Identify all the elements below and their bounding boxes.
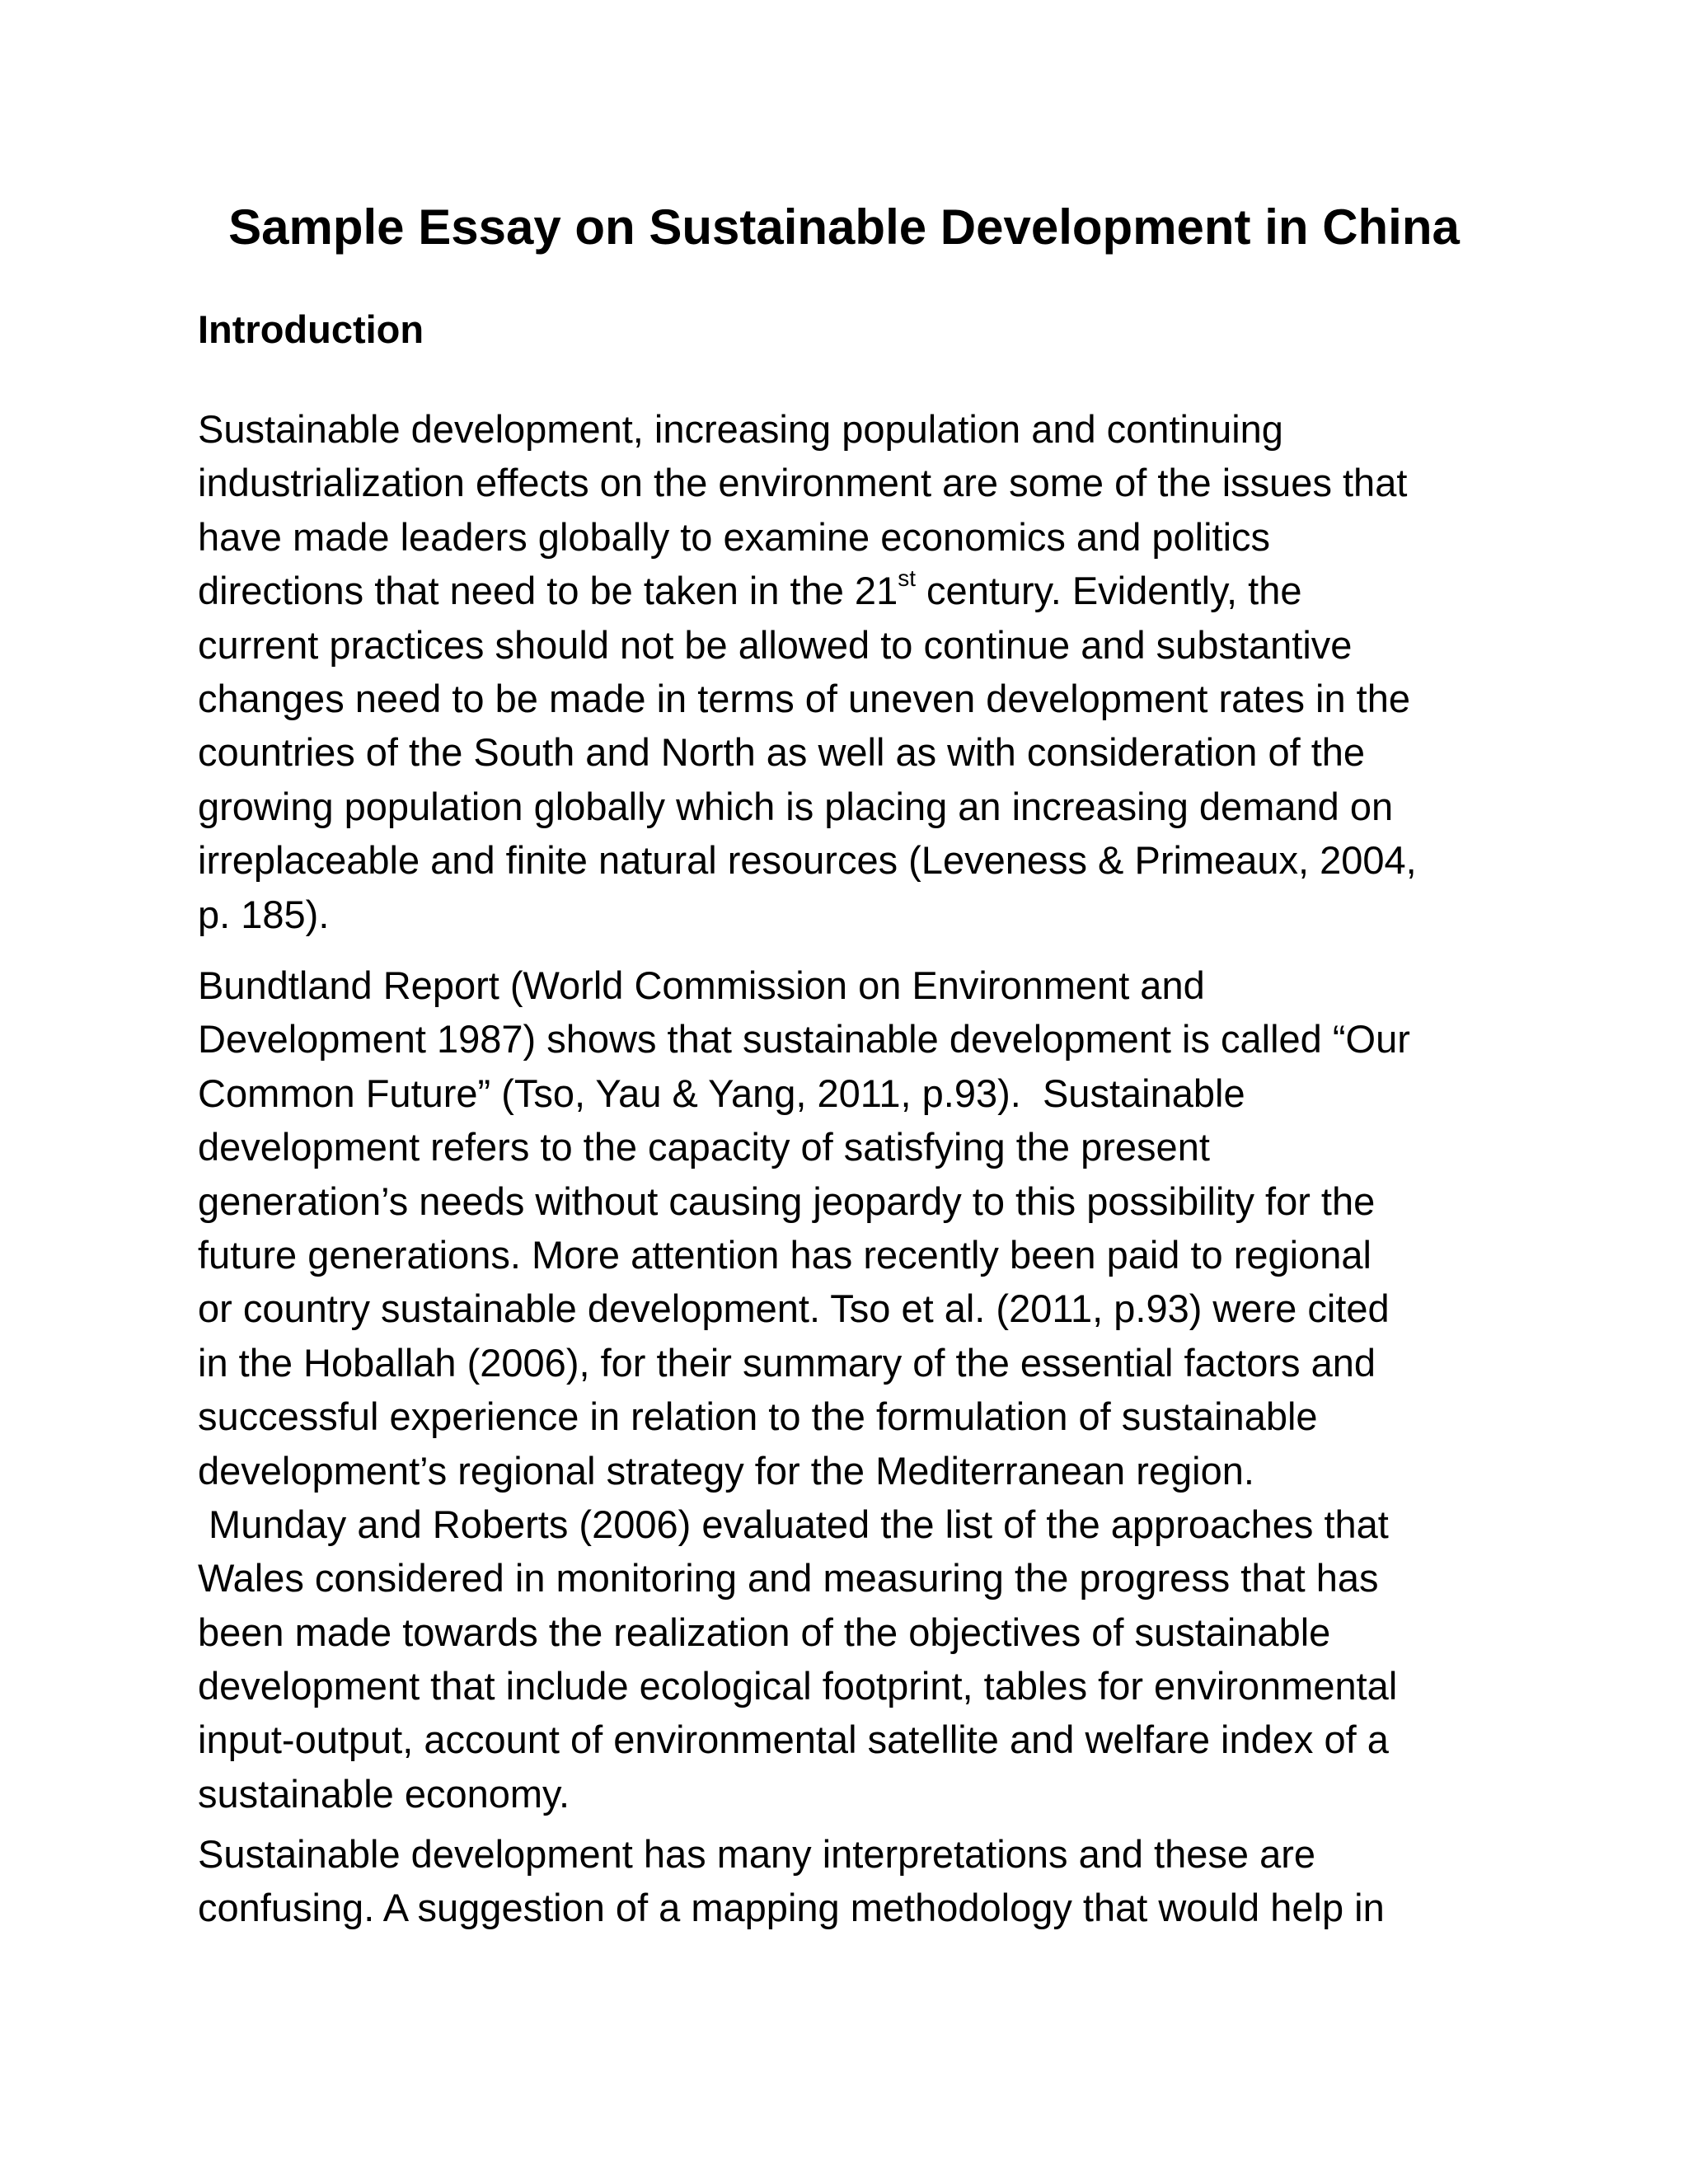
paragraph-line: changes need to be made in terms of uneven development rates in the xyxy=(198,676,1410,720)
paragraph-line: Munday and Roberts (2006) evaluated the list of the approaches that xyxy=(198,1502,1389,1546)
document-title: Sample Essay on Sustainable Development in China xyxy=(228,199,1460,255)
paragraph-line: successful experience in relation to the formulation of sustainable xyxy=(198,1394,1318,1439)
paragraph-1 xyxy=(198,402,1500,941)
paragraph-line: current practices should not be allowed to continue and substantive xyxy=(198,622,1353,667)
paragraph-line: input-output, account of environmental satellite and welfare index of a xyxy=(198,1718,1389,1762)
paragraph-line: in the Hoballah (2006), for their summary of the essential factors and xyxy=(198,1340,1376,1385)
line-text: directions that need to be taken in the 21 xyxy=(198,569,898,613)
paragraph-line: irreplaceable and finite natural resources (Leveness & Primeaux, 2004, xyxy=(198,838,1417,883)
paragraph-2 xyxy=(198,958,1500,1821)
paragraph-line: Sustainable development has many interpretations and these are xyxy=(198,1832,1316,1876)
line-text: century. Evidently, the xyxy=(916,569,1302,613)
paragraph-line: Common Future” (Tso, Yau & Yang, 2011, p.93). Sustainable xyxy=(198,1071,1245,1115)
paragraph-line: p. 185). xyxy=(198,892,330,936)
paragraph-line: or country sustainable development. Tso et al. (2011, p.93) were cited xyxy=(198,1286,1390,1331)
paragraph-line: sustainable economy. xyxy=(198,1771,570,1816)
ordinal-superscript: st xyxy=(898,565,916,592)
section-heading-introduction: Introduction xyxy=(198,307,424,351)
paragraph-line: development that include ecological footprint, tables for environmental xyxy=(198,1664,1398,1708)
paragraph-line: generation’s needs without causing jeopardy to this possibility for the xyxy=(198,1179,1376,1223)
paragraph-line: growing population globally which is placing an increasing demand on xyxy=(198,784,1394,828)
paragraph-line: confusing. A suggestion of a mapping methodology that would help in xyxy=(198,1886,1385,1930)
paragraph-3 xyxy=(198,1827,1500,1935)
paragraph-line: development refers to the capacity of satisfying the present xyxy=(198,1125,1210,1169)
paragraph-line: Development 1987) shows that sustainable development is called “Our xyxy=(198,1017,1410,1062)
paragraph-line: have made leaders globally to examine economics and politics xyxy=(198,514,1271,559)
paragraph-line: Bundtland Report (World Commission on Environment and xyxy=(198,963,1205,1007)
paragraph-line: industrialization effects on the environment are some of the issues that xyxy=(198,461,1408,505)
paragraph-line: future generations. More attention has recently been paid to regional xyxy=(198,1232,1372,1277)
paragraph-line: development’s regional strategy for the Mediterranean region. xyxy=(198,1448,1254,1493)
paragraph-line: Sustainable development, increasing population and continuing xyxy=(198,407,1283,451)
paragraph-line: been made towards the realization of the objectives of sustainable xyxy=(198,1610,1331,1654)
paragraph-line: Wales considered in monitoring and measuring the progress that has xyxy=(198,1556,1379,1601)
paragraph-line: countries of the South and North as well as with consideration of the xyxy=(198,730,1366,775)
paragraph-line xyxy=(198,564,1500,617)
